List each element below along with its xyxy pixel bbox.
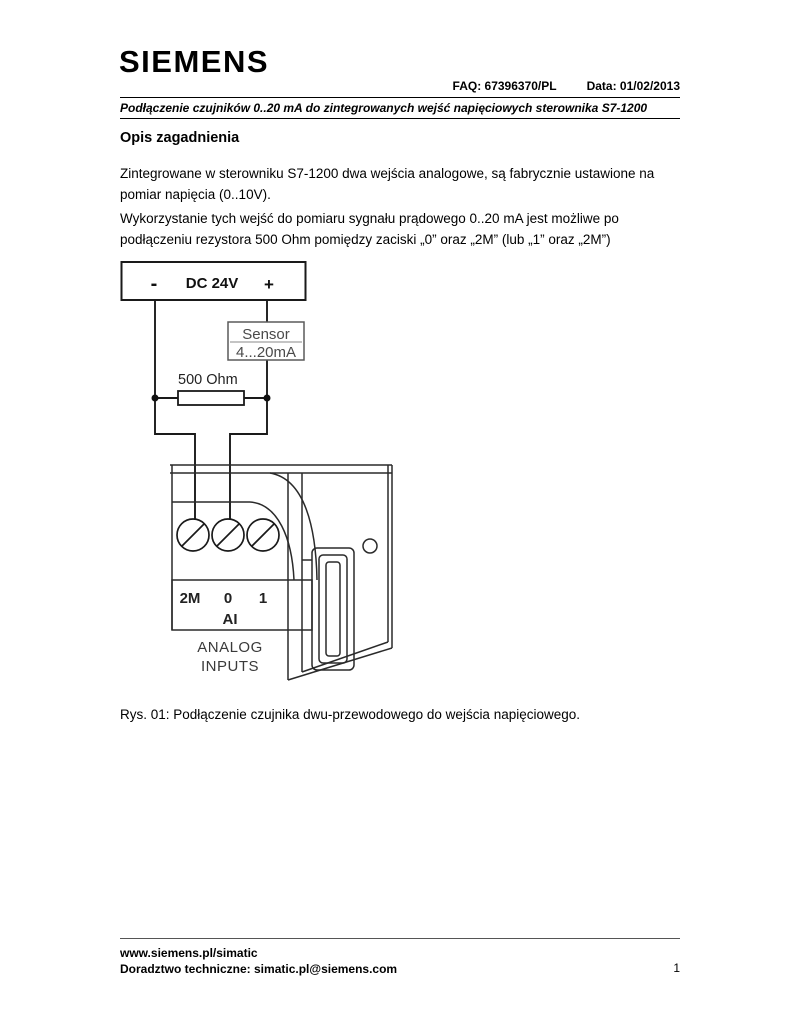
dc24v-label: DC 24V [185, 275, 239, 292]
junction-dot-left [152, 395, 159, 402]
analog-inputs-label-line2: INPUTS [200, 658, 260, 675]
resistor-body [178, 391, 244, 405]
minus-terminal-label: - [150, 273, 158, 295]
figure-caption: Rys. 01: Podłączenie czujnika dwu-przewodowego do wejścia napięciowego. [120, 707, 581, 722]
sensor-title: Sensor [242, 326, 290, 343]
footer-support-email: Doradztwo techniczne: simatic.pl@siemens.com [120, 962, 398, 976]
terminal-label-2m: 2M [179, 590, 201, 607]
paragraph-1: Zintegrowane w sterowniku S7-1200 dwa wejścia analogowe, są fabrycznie ustawione na pomiar napięcia (0..10V). [120, 166, 655, 202]
footer-divider [120, 938, 680, 939]
header-divider-top [120, 97, 680, 98]
resistor-label: 500 Ohm [178, 372, 238, 388]
terminal-label-1: 1 [258, 590, 268, 607]
ai-label: AI [222, 611, 238, 628]
section-heading: Opis zagadnienia [120, 130, 240, 146]
footer-url: www.siemens.pl/simatic [120, 946, 258, 960]
document-date: Data: 01/02/2013 [586, 79, 680, 93]
junction-dot-right [264, 395, 271, 402]
document-meta [453, 79, 680, 93]
sensor-range: 4...20mA [235, 344, 297, 361]
screw-terminals [177, 519, 279, 551]
header-divider-bottom [120, 118, 680, 119]
footer-info [120, 945, 397, 977]
wiring-diagram [120, 258, 400, 688]
plus-terminal-label: + [264, 275, 274, 294]
siemens-logo: SIEMENS [119, 44, 270, 79]
paragraph-2: Wykorzystanie tych wejść do pomiaru sygnału prądowego 0..20 mA jest możliwe po podłączeniu rezystora 500 Ohm pomiędzy zaciski „0” oraz „2M” (lub „1” oraz „2M”) [120, 211, 619, 247]
analog-inputs-label-line1: ANALOG [197, 639, 263, 656]
faq-number: FAQ: 67396370/PL [452, 79, 557, 93]
terminal-label-0: 0 [223, 590, 233, 607]
document-subtitle: Podłączenie czujników 0..20 mA do zintegrowanych wejść napięciowych sterownika S7-1200 [120, 101, 648, 115]
page-number: 1 [673, 961, 680, 975]
